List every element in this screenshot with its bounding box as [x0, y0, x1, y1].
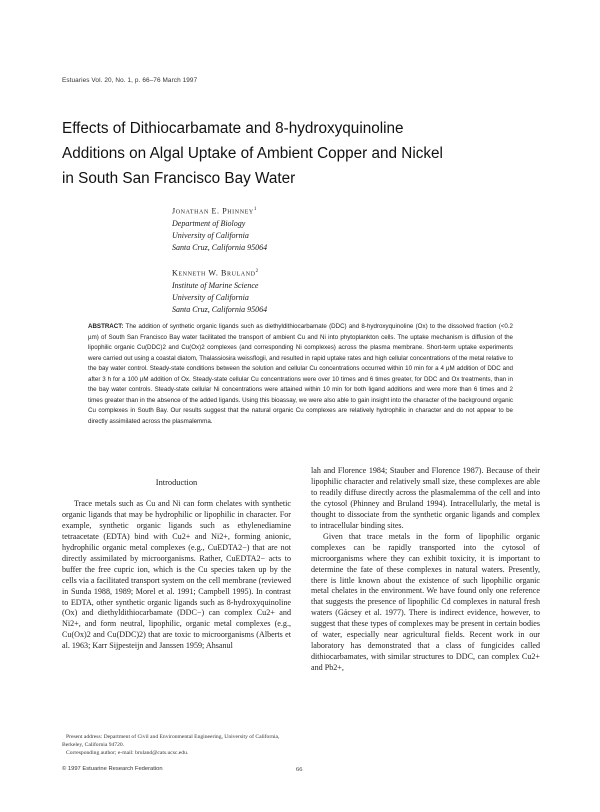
abstract [88, 322, 513, 427]
author-city: Santa Cruz, California 95064 [172, 304, 268, 314]
section-heading-introduction: Introduction [155, 478, 198, 487]
author-block-2 [172, 266, 267, 316]
left-column [62, 478, 291, 652]
footnote-2: Corresponding author; e-mail: bruland@cats.ucsc.edu. [66, 750, 189, 756]
intro-paragraph-1: Trace metals such as Cu and Ni can form chelates with synthetic organic ligands that may be hydrophilic or lipophilic in character. For example, synthetic organic ligands such as ethylenediamine tetraacetate (EDTA) bind with Cu2+ and Ni2+, forming anionic, hydrophilic organic metal complexes (e.g., CuEDTA2−) that are not directly assimilated by microorganisms. Rather, CuEDTA2− acts to buffer the free cupric ion, which is the Cu species taken up by the cells via a facilitated transport system on the cell membrane (reviewed in Sunda 1988, 1989; Morel et al. 1991; Campbell 1995). In contrast to EDTA, other synthetic organic ligands such as 8-hydroxyquinoline (Ox) and diethyldithiocarbamate (DDC−) can complex Cu2+ and Ni2+, and form neutral, lipophilic, organic metal complexes (e.g., Cu(Ox)2 and Cu(DDC)2) that are toxic to microorganisms (Alberts et al. 1963; Karr Sijpesteijn and Janssen 1959; Ahsanul [62, 498, 291, 651]
right-column [311, 466, 540, 674]
article-title [62, 116, 542, 191]
author-name: Kenneth W. Bruland [172, 268, 256, 278]
author-department: Department of Biology [172, 218, 246, 228]
footnote-1: Present address: Department of Civil and Environmental Engineering, University of California, Berkeley, California 94720. [62, 734, 280, 748]
copyright-notice: © 1997 Estuarine Research Federation [62, 766, 163, 772]
author-name: Jonathan E. Phinney [172, 206, 254, 216]
author-block-1 [172, 204, 267, 254]
title-line-1: Effects of Dithiocarbamate and 8-hydroxyquinoline [62, 120, 404, 137]
author-footnote-mark: 1 [253, 207, 257, 212]
intro-paragraph-1-continued: lah and Florence 1984; Stauber and Florence 1987). Because of their lipophilic character and relatively small size, these complexes are able to readily diffuse directly across the plasmalemma of the cell and into the cytosol (Phinney and Bruland 1994). Intracellularly, the metal is thought to dissociate from the synthetic organic ligands and complex to intracellular binding sites. [311, 466, 540, 530]
title-line-3: in South San Francisco Bay Water [62, 170, 296, 187]
author-university: University of California [172, 230, 249, 240]
footnotes [62, 733, 291, 757]
abstract-label: ABSTRACT: [88, 323, 124, 330]
author-footnote-mark: 2 [255, 269, 259, 274]
author-department: Institute of Marine Science [172, 280, 259, 290]
author-university: University of California [172, 292, 249, 302]
journal-citation: Estuaries Vol. 20, No. 1, p. 66–76 March 1997 [62, 77, 198, 84]
page-number: 66 [296, 766, 303, 773]
author-city: Santa Cruz, California 95064 [172, 242, 268, 252]
abstract-text: The addition of synthetic organic ligands such as diethyldithiocarbamate (DDC) and 8-hydroxyquinoline (Ox) to the dissolved fraction (<0.2 µm) of South San Francisco Bay water facilitated the transport of ambient Cu and Ni into phytoplankton cells. The uptake mechanism is diffusion of the lipophilic organic Cu(DDC)2 and Cu(Ox)2 complexes (and corresponding Ni complexes) across the plasma membrane. Short-term uptake experiments were carried out using a coastal diatom, Thalassiosira weissflogii, and resulted in rapid uptake rates and high cellular concentrations of the metal relative to the bay water control. Steady-state conditions between the solution and cellular Cu concentrations occurred within 10 min for a 4 µM addition of DDC and after 3 h for a 100 µM addition of Ox. Steady-state cellular Cu concentrations were over 10 times and 6 times greater, for DDC and Ox treatments, than in the bay water controls. Steady-state cellular Ni concentrations were attained within 10 min for both ligand additions and were more than 6 times and 2 times greater than in the absence of the added ligands. Using this bioassay, we were also able to gain insight into the character of the background organic Cu complexes in South Bay. Our results suggest that the natural organic Cu complexes are relatively hydrophilic in character and do not appear to be directly assimilated across the plasmalemma. [88, 323, 513, 425]
title-line-2: Additions on Algal Uptake of Ambient Copper and Nickel [62, 145, 443, 162]
intro-paragraph-2: Given that trace metals in the form of lipophilic organic complexes can be rapidly transported into the cytosol of microorganisms where they can exhibit toxicity, it is important to determine the fate of these complexes in natural waters. Presently, there is little known about the existence of such lipophilic organic metal chelates in the environment. We have found only one reference that suggests the presence of lipophilic Cd complexes in natural fresh waters (Gácsey et al. 1977). There is indirect evidence, however, to suggest that these types of complexes may be present in certain bodies of water, especially near agricultural fields. Recent work in our laboratory has demonstrated that a class of fungicides called dithiocarbamates, with similar structures to DDC, can complex Cu2+ and Pb2+, [311, 531, 540, 673]
